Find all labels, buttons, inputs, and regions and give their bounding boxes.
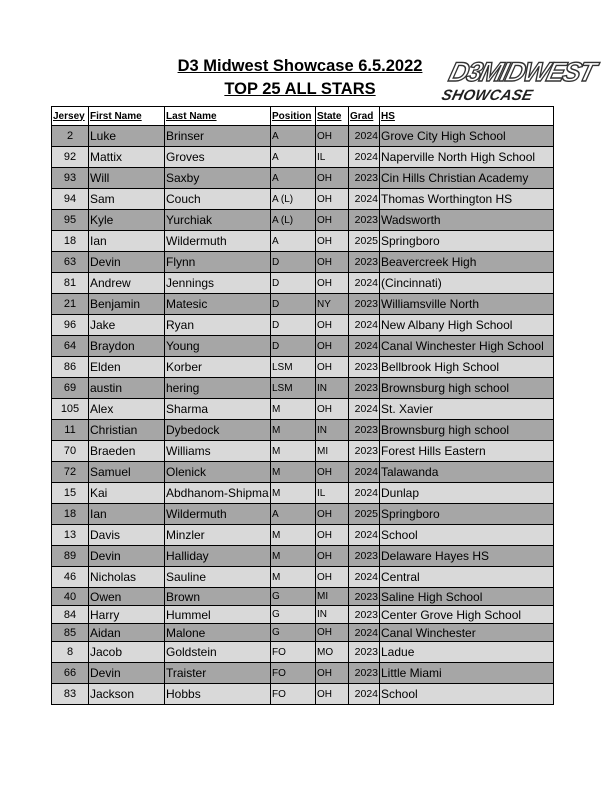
high-school-cell: Canal Winchester High School (380, 336, 554, 357)
position-cell: G (271, 624, 316, 642)
first-name-cell: Ian (89, 504, 165, 525)
first-name-cell: Ian (89, 231, 165, 252)
high-school-cell: Cin Hills Christian Academy (380, 168, 554, 189)
position-cell: M (271, 441, 316, 462)
position-cell: A (271, 231, 316, 252)
jersey-cell: 21 (52, 294, 89, 315)
first-name-cell: Jacob (89, 642, 165, 663)
position-cell: A (L) (271, 210, 316, 231)
last-name-cell: hering (165, 378, 271, 399)
high-school-cell: Williamsville North (380, 294, 554, 315)
position-cell: M (271, 567, 316, 588)
table-row (52, 357, 554, 378)
state-cell: OH (316, 624, 349, 642)
last-name-cell: Minzler (165, 525, 271, 546)
high-school-cell: Central (380, 567, 554, 588)
position-cell: FO (271, 663, 316, 684)
table-row (52, 399, 554, 420)
high-school-cell: Brownsburg high school (380, 420, 554, 441)
jersey-cell: 18 (52, 504, 89, 525)
first-name-cell: Jackson (89, 684, 165, 705)
jersey-cell: 63 (52, 252, 89, 273)
last-name-cell: Malone (165, 624, 271, 642)
first-name-cell: Braydon (89, 336, 165, 357)
state-cell: OH (316, 126, 349, 147)
last-name-cell: Hobbs (165, 684, 271, 705)
state-cell: OH (316, 504, 349, 525)
first-name-cell: Davis (89, 525, 165, 546)
state-cell: OH (316, 231, 349, 252)
jersey-cell: 89 (52, 546, 89, 567)
grad-year-cell: 2023 (349, 294, 380, 315)
last-name-cell: Groves (165, 147, 271, 168)
state-cell: OH (316, 546, 349, 567)
first-name-cell: Christian (89, 420, 165, 441)
state-cell: OH (316, 357, 349, 378)
last-name-cell: Dybedock (165, 420, 271, 441)
state-cell: OH (316, 684, 349, 705)
grad-year-cell: 2023 (349, 252, 380, 273)
table-row (52, 168, 554, 189)
table-row (52, 483, 554, 504)
position-cell: LSM (271, 378, 316, 399)
position-cell: D (271, 336, 316, 357)
grad-year-cell: 2023 (349, 420, 380, 441)
jersey-cell: 70 (52, 441, 89, 462)
first-name-cell: Jake (89, 315, 165, 336)
state-cell: MI (316, 588, 349, 606)
grad-year-cell: 2023 (349, 663, 380, 684)
table-row (52, 588, 554, 606)
jersey-cell: 93 (52, 168, 89, 189)
position-cell: D (271, 315, 316, 336)
position-cell: D (271, 273, 316, 294)
high-school-cell: Delaware Hayes HS (380, 546, 554, 567)
logo-text-top: D3MIDWEST (446, 56, 598, 87)
grad-year-cell: 2023 (349, 546, 380, 567)
grad-year-cell: 2023 (349, 588, 380, 606)
page-title: D3 Midwest Showcase 6.5.2022 (177, 57, 423, 75)
jersey-cell: 2 (52, 126, 89, 147)
grad-year-cell: 2024 (349, 483, 380, 504)
grad-year-cell: 2024 (349, 525, 380, 546)
jersey-cell: 81 (52, 273, 89, 294)
grad-year-cell: 2024 (349, 399, 380, 420)
grad-year-cell: 2024 (349, 273, 380, 294)
last-name-cell: Traister (165, 663, 271, 684)
column-header: State (316, 107, 349, 126)
high-school-cell: Canal Winchester (380, 624, 554, 642)
position-cell: M (271, 399, 316, 420)
jersey-cell: 15 (52, 483, 89, 504)
table-row (52, 624, 554, 642)
first-name-cell: Kai (89, 483, 165, 504)
jersey-cell: 72 (52, 462, 89, 483)
jersey-cell: 84 (52, 606, 89, 624)
high-school-cell: Ladue (380, 642, 554, 663)
high-school-cell: Brownsburg high school (380, 378, 554, 399)
column-header: Jersey (52, 107, 89, 126)
grad-year-cell: 2024 (349, 624, 380, 642)
jersey-cell: 92 (52, 147, 89, 168)
last-name-cell: Flynn (165, 252, 271, 273)
jersey-cell: 11 (52, 420, 89, 441)
position-cell: M (271, 420, 316, 441)
last-name-cell: Williams (165, 441, 271, 462)
last-name-cell: Couch (165, 189, 271, 210)
table-row (52, 441, 554, 462)
column-header: First Name (89, 107, 165, 126)
table-row (52, 315, 554, 336)
state-cell: IN (316, 606, 349, 624)
grad-year-cell: 2023 (349, 168, 380, 189)
grad-year-cell: 2024 (349, 189, 380, 210)
jersey-cell: 46 (52, 567, 89, 588)
high-school-cell: Thomas Worthington HS (380, 189, 554, 210)
first-name-cell: Nicholas (89, 567, 165, 588)
state-cell: OH (316, 210, 349, 231)
table-row (52, 210, 554, 231)
last-name-cell: Brown (165, 588, 271, 606)
jersey-cell: 66 (52, 663, 89, 684)
jersey-cell: 105 (52, 399, 89, 420)
grad-year-cell: 2023 (349, 357, 380, 378)
first-name-cell: Mattix (89, 147, 165, 168)
state-cell: OH (316, 252, 349, 273)
position-cell: D (271, 294, 316, 315)
high-school-cell: Bellbrook High School (380, 357, 554, 378)
table-row (52, 546, 554, 567)
last-name-cell: Brinser (165, 126, 271, 147)
first-name-cell: Andrew (89, 273, 165, 294)
grad-year-cell: 2024 (349, 147, 380, 168)
jersey-cell: 94 (52, 189, 89, 210)
table-row (52, 147, 554, 168)
jersey-cell: 96 (52, 315, 89, 336)
position-cell: M (271, 462, 316, 483)
table-row (52, 378, 554, 399)
grad-year-cell: 2023 (349, 606, 380, 624)
table-row (52, 336, 554, 357)
high-school-cell: School (380, 684, 554, 705)
last-name-cell: Young (165, 336, 271, 357)
jersey-cell: 83 (52, 684, 89, 705)
position-cell: G (271, 606, 316, 624)
last-name-cell: Matesic (165, 294, 271, 315)
column-header: Position (271, 107, 316, 126)
high-school-cell: Saline High School (380, 588, 554, 606)
jersey-cell: 86 (52, 357, 89, 378)
position-cell: A (271, 504, 316, 525)
high-school-cell: New Albany High School (380, 315, 554, 336)
first-name-cell: Aidan (89, 624, 165, 642)
state-cell: MO (316, 642, 349, 663)
high-school-cell: Center Grove High School (380, 606, 554, 624)
high-school-cell: Springboro (380, 231, 554, 252)
position-cell: A (271, 147, 316, 168)
last-name-cell: Yurchiak (165, 210, 271, 231)
position-cell: A (271, 168, 316, 189)
state-cell: IN (316, 378, 349, 399)
jersey-cell: 64 (52, 336, 89, 357)
grad-year-cell: 2024 (349, 462, 380, 483)
first-name-cell: austin (89, 378, 165, 399)
table-header-row (52, 107, 554, 126)
grad-year-cell: 2024 (349, 684, 380, 705)
last-name-cell: Jennings (165, 273, 271, 294)
last-name-cell: Korber (165, 357, 271, 378)
jersey-cell: 8 (52, 642, 89, 663)
state-cell: OH (316, 168, 349, 189)
first-name-cell: Devin (89, 252, 165, 273)
first-name-cell: Benjamin (89, 294, 165, 315)
table-row (52, 231, 554, 252)
position-cell: G (271, 588, 316, 606)
table-row (52, 420, 554, 441)
state-cell: OH (316, 525, 349, 546)
high-school-cell: School (380, 525, 554, 546)
last-name-cell: Saxby (165, 168, 271, 189)
grad-year-cell: 2024 (349, 126, 380, 147)
page-subtitle: TOP 25 ALL STARS (224, 80, 376, 98)
last-name-cell: Sharma (165, 399, 271, 420)
state-cell: OH (316, 462, 349, 483)
first-name-cell: Samuel (89, 462, 165, 483)
grad-year-cell: 2023 (349, 378, 380, 399)
position-cell: LSM (271, 357, 316, 378)
last-name-cell: Wildermuth (165, 231, 271, 252)
jersey-cell: 18 (52, 231, 89, 252)
last-name-cell: Olenick (165, 462, 271, 483)
last-name-cell: Abdhanom-Shipma (165, 483, 271, 504)
grad-year-cell: 2025 (349, 231, 380, 252)
table-row (52, 504, 554, 525)
state-cell: OH (316, 189, 349, 210)
position-cell: M (271, 525, 316, 546)
state-cell: IL (316, 483, 349, 504)
all-stars-table (51, 106, 554, 705)
jersey-cell: 40 (52, 588, 89, 606)
column-header: Last Name (165, 107, 271, 126)
state-cell: IN (316, 420, 349, 441)
state-cell: OH (316, 273, 349, 294)
last-name-cell: Goldstein (165, 642, 271, 663)
first-name-cell: Kyle (89, 210, 165, 231)
state-cell: NY (316, 294, 349, 315)
table-row (52, 273, 554, 294)
state-cell: IL (316, 147, 349, 168)
first-name-cell: Alex (89, 399, 165, 420)
jersey-cell: 95 (52, 210, 89, 231)
logo-text-bottom: SHOWCASE (439, 87, 535, 104)
high-school-cell: St. Xavier (380, 399, 554, 420)
first-name-cell: Will (89, 168, 165, 189)
jersey-cell: 13 (52, 525, 89, 546)
grad-year-cell: 2025 (349, 504, 380, 525)
table-row (52, 642, 554, 663)
grad-year-cell: 2024 (349, 336, 380, 357)
grad-year-cell: 2023 (349, 441, 380, 462)
grad-year-cell: 2023 (349, 210, 380, 231)
grad-year-cell: 2024 (349, 315, 380, 336)
high-school-cell: Naperville North High School (380, 147, 554, 168)
first-name-cell: Luke (89, 126, 165, 147)
table-row (52, 684, 554, 705)
last-name-cell: Wildermuth (165, 504, 271, 525)
table-row (52, 663, 554, 684)
first-name-cell: Devin (89, 546, 165, 567)
position-cell: M (271, 546, 316, 567)
position-cell: M (271, 483, 316, 504)
table-row (52, 567, 554, 588)
position-cell: FO (271, 642, 316, 663)
state-cell: OH (316, 567, 349, 588)
last-name-cell: Hummel (165, 606, 271, 624)
table-row (52, 126, 554, 147)
table-row (52, 462, 554, 483)
state-cell: OH (316, 663, 349, 684)
table-row (52, 525, 554, 546)
high-school-cell: Grove City High School (380, 126, 554, 147)
high-school-cell: Dunlap (380, 483, 554, 504)
last-name-cell: Ryan (165, 315, 271, 336)
table-row (52, 294, 554, 315)
high-school-cell: Wadsworth (380, 210, 554, 231)
high-school-cell: (Cincinnati) (380, 273, 554, 294)
position-cell: A (271, 126, 316, 147)
high-school-cell: Forest Hills Eastern (380, 441, 554, 462)
first-name-cell: Braeden (89, 441, 165, 462)
high-school-cell: Little Miami (380, 663, 554, 684)
first-name-cell: Sam (89, 189, 165, 210)
state-cell: OH (316, 315, 349, 336)
high-school-cell: Talawanda (380, 462, 554, 483)
last-name-cell: Halliday (165, 546, 271, 567)
column-header: HS (380, 107, 554, 126)
first-name-cell: Elden (89, 357, 165, 378)
grad-year-cell: 2024 (349, 567, 380, 588)
first-name-cell: Owen (89, 588, 165, 606)
last-name-cell: Sauline (165, 567, 271, 588)
column-header: Grad (349, 107, 380, 126)
table-row (52, 252, 554, 273)
state-cell: OH (316, 336, 349, 357)
high-school-cell: Beavercreek High (380, 252, 554, 273)
first-name-cell: Devin (89, 663, 165, 684)
high-school-cell: Springboro (380, 504, 554, 525)
position-cell: D (271, 252, 316, 273)
grad-year-cell: 2023 (349, 642, 380, 663)
first-name-cell: Harry (89, 606, 165, 624)
position-cell: A (L) (271, 189, 316, 210)
jersey-cell: 69 (52, 378, 89, 399)
position-cell: FO (271, 684, 316, 705)
state-cell: MI (316, 441, 349, 462)
showcase-logo (439, 55, 598, 104)
jersey-cell: 85 (52, 624, 89, 642)
table-row (52, 606, 554, 624)
state-cell: OH (316, 399, 349, 420)
table-row (52, 189, 554, 210)
